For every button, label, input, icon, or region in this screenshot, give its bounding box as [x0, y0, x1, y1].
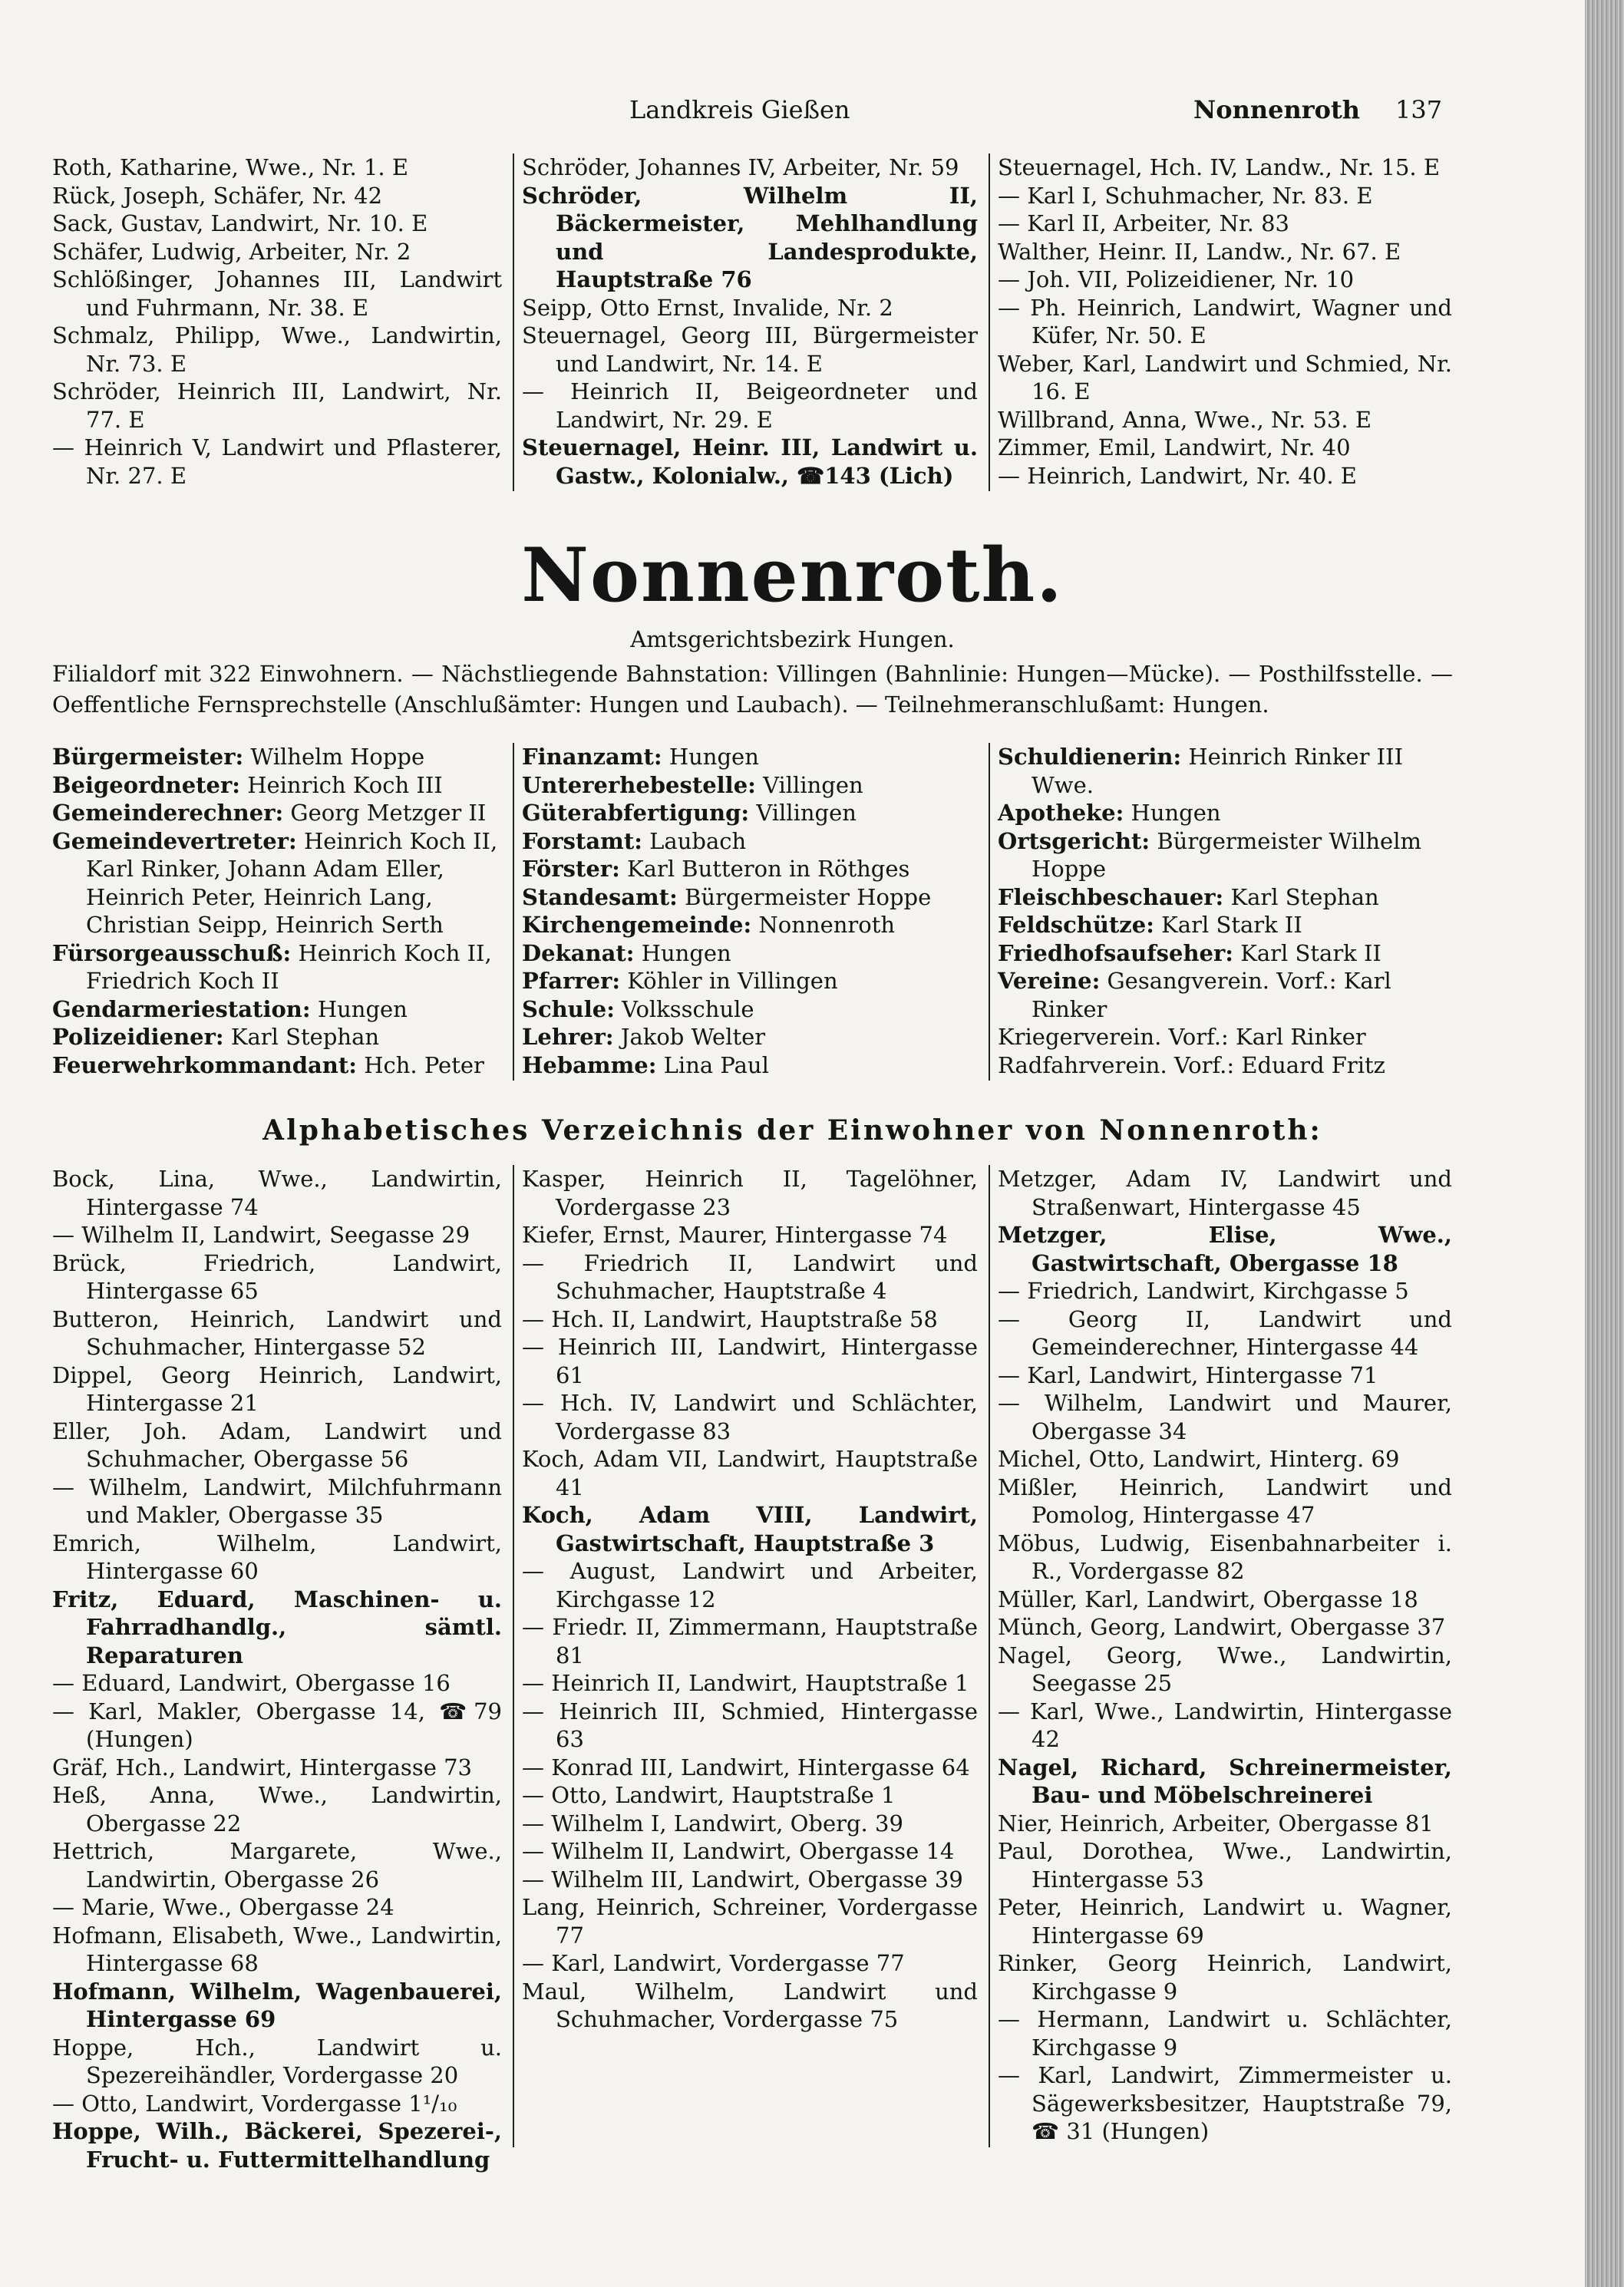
top-column-2	[522, 153, 978, 490]
official-role: Finanzamt:	[522, 744, 662, 770]
directory-entry: Fritz, Eduard, Maschinen- u. Fahrradhandlg., sämtl. Reparaturen	[52, 1586, 502, 1668]
column-rule	[513, 1165, 514, 2147]
directory-entry: — Joh. VII, Polizeidiener, Nr. 10	[998, 266, 1355, 292]
official-role: Standesamt:	[522, 883, 678, 910]
directory-entry: — Heinrich III, Schmied, Hintergasse 63	[522, 1698, 978, 1752]
column-rule	[513, 153, 514, 491]
directory-entry: Schröder, Wilhelm II, Bäckermeister, Mehlhandlung und Landesprodukte, Hauptstraße 76	[522, 182, 978, 292]
official-name: Heinrich Koch II, Karl Rinker, Johann Adam Eller, Heinrich Peter, Heinrich Lang, Christian Seipp, Heinrich Serth	[86, 827, 498, 938]
directory-entry: Weber, Karl, Landwirt und Schmied, Nr. 16. E	[998, 350, 1452, 404]
official-entry	[52, 799, 502, 827]
officials-column-3	[998, 743, 1452, 1079]
officials-column-2	[522, 743, 978, 1079]
official-role: Pfarrer:	[522, 968, 621, 994]
official-entry	[998, 939, 1452, 968]
directory-entry: — Karl, Makler, Obergasse 14, ☎79 (Hungen)	[52, 1698, 502, 1752]
official-role: Lehrer:	[522, 1024, 614, 1050]
directory-entry: — Wilhelm II, Landwirt, Seegasse 29	[52, 1222, 470, 1248]
official-entry	[52, 1051, 502, 1080]
official-entry	[522, 799, 978, 827]
official-entry	[522, 1023, 978, 1051]
official-name: Karl Stephan	[230, 1024, 380, 1050]
official-role: Fürsorgeausschuß:	[52, 939, 292, 966]
directory-entry: Mißler, Heinrich, Landwirt und Pomolog, Hintergasse 47	[998, 1474, 1452, 1528]
official-entry	[998, 1023, 1452, 1051]
official-name: Hch. Peter	[364, 1051, 484, 1078]
official-entry	[522, 855, 978, 883]
official-entry	[52, 827, 502, 939]
directory-entry: — Wilhelm III, Landwirt, Obergasse 39	[522, 1866, 963, 1893]
directory-entry: Metzger, Adam IV, Landwirt und Straßenwart, Hintergasse 45	[998, 1166, 1452, 1220]
official-role: Beigeordneter:	[52, 771, 240, 798]
official-role: Dekanat:	[522, 939, 635, 966]
directory-entry: — Heinrich II, Landwirt, Hauptstraße 1	[522, 1670, 969, 1696]
directory-entry: Kiefer, Ernst, Maurer, Hintergasse 74	[522, 1222, 948, 1248]
directory-entry: — Wilhelm II, Landwirt, Obergasse 14	[522, 1838, 955, 1864]
directory-entry: — Hermann, Landwirt u. Schlächter, Kirchgasse 9	[998, 2006, 1452, 2061]
directory-entry: — Friedrich II, Landwirt und Schuhmacher, Hauptstraße 4	[522, 1249, 978, 1304]
official-name: Jakob Welter	[620, 1024, 766, 1050]
official-name: Georg Metzger II	[290, 800, 487, 826]
official-role: Apotheke:	[998, 800, 1124, 826]
directory-entry: Maul, Wilhelm, Landwirt und Schuhmacher, Vordergasse 75	[522, 1978, 978, 2032]
official-role: Feldschütze:	[998, 912, 1154, 938]
directory-entry: Roth, Katharine, Wwe., Nr. 1. E	[52, 154, 409, 180]
directory-entry: Lang, Heinrich, Schreiner, Vordergasse 77	[522, 1894, 978, 1949]
directory-entry: Nagel, Richard, Schreinermeister, Bau- und Möbelschreinerei	[998, 1754, 1452, 1808]
official-role: Polizeidiener:	[52, 1024, 224, 1050]
directory-entry: Butteron, Heinrich, Landwirt und Schuhmacher, Hintergasse 52	[52, 1305, 502, 1360]
directory-entry: Walther, Heinr. II, Landw., Nr. 67. E	[998, 238, 1401, 265]
official-role: Vereine:	[998, 968, 1101, 994]
official-role: Bürgermeister:	[52, 744, 244, 770]
column-rule	[989, 153, 990, 491]
residents-column-3	[998, 1165, 1452, 2146]
official-role: Kirchengemeinde:	[522, 912, 752, 938]
column-rule	[513, 743, 514, 1081]
directory-entry: Paul, Dorothea, Wwe., Landwirtin, Hintergasse 53	[998, 1838, 1452, 1893]
official-role: Gemeinderechner:	[52, 800, 284, 826]
directory-entry: Rinker, Georg Heinrich, Landwirt, Kirchgasse 9	[998, 1950, 1452, 2005]
directory-entry: — Ph. Heinrich, Landwirt, Wagner und Küfer, Nr. 50. E	[998, 294, 1452, 348]
official-entry	[522, 939, 978, 968]
directory-entry: Münch, Georg, Landwirt, Obergasse 37	[998, 1614, 1446, 1640]
directory-entry: Rück, Joseph, Schäfer, Nr. 42	[52, 182, 383, 209]
directory-entry: Koch, Adam VIII, Landwirt, Gastwirtschaft, Hauptstraße 3	[522, 1502, 978, 1556]
official-name: Hungen	[1131, 800, 1221, 826]
directory-entry: Schröder, Heinrich III, Landwirt, Nr. 77. E	[52, 378, 502, 433]
directory-entry: — Otto, Landwirt, Hauptstraße 1	[522, 1782, 896, 1808]
directory-entry: Emrich, Wilhelm, Landwirt, Hintergasse 60	[52, 1530, 502, 1584]
directory-entry: Steuernagel, Heinr. III, Landwirt u. Gastw., Kolonialw., ☎143 (Lich)	[522, 434, 978, 489]
directory-entry: — August, Landwirt und Arbeiter, Kirchgasse 12	[522, 1558, 978, 1612]
officials-column-1	[52, 743, 502, 1079]
official-name: Radfahrverein. Vorf.: Eduard Fritz	[998, 1051, 1385, 1078]
official-name: Volksschule	[622, 995, 754, 1022]
official-role: Untererhebestelle:	[522, 771, 756, 798]
official-entry	[52, 1023, 502, 1051]
directory-entry: — Georg II, Landwirt und Gemeinderechner, Hintergasse 44	[998, 1305, 1452, 1360]
directory-entry: Metzger, Elise, Wwe., Gastwirtschaft, Obergasse 18	[998, 1222, 1452, 1276]
official-entry	[998, 883, 1452, 912]
residents-column-1	[52, 1165, 502, 2173]
official-name: Karl Stark II	[1161, 912, 1302, 938]
directory-entry: Heß, Anna, Wwe., Landwirtin, Obergasse 22	[52, 1782, 502, 1837]
directory-entry: — Karl, Landwirt, Hintergasse 71	[998, 1361, 1378, 1388]
official-name: Gesangverein. Vorf.: Karl Rinker	[1032, 968, 1391, 1022]
official-entry	[522, 967, 978, 995]
column-rule	[989, 743, 990, 1081]
directory-entry: Sack, Gustav, Landwirt, Nr. 10. E	[52, 210, 428, 236]
official-entry	[998, 911, 1452, 939]
directory-entry: Koch, Adam VII, Landwirt, Hauptstraße 41	[522, 1446, 978, 1500]
official-role: Hebamme:	[522, 1051, 657, 1078]
directory-entry: — Karl II, Arbeiter, Nr. 83	[998, 210, 1290, 236]
directory-entry: — Wilhelm, Landwirt, Milchfuhrmann und Makler, Obergasse 35	[52, 1474, 502, 1528]
official-name: Lina Paul	[663, 1051, 769, 1078]
directory-entry: — Heinrich III, Landwirt, Hintergasse 61	[522, 1334, 978, 1388]
official-name: Karl Stark II	[1240, 939, 1381, 966]
directory-entry: Bock, Lina, Wwe., Landwirtin, Hintergasse 74	[52, 1166, 502, 1220]
official-entry	[998, 743, 1452, 799]
official-entry	[522, 743, 978, 771]
official-name: Karl Butteron in Röthges	[627, 856, 910, 882]
directory-entry: Zimmer, Emil, Landwirt, Nr. 40	[998, 434, 1351, 460]
directory-entry: Dippel, Georg Heinrich, Landwirt, Hintergasse 21	[52, 1361, 502, 1416]
directory-entry: — Hch. IV, Landwirt und Schlächter, Vordergasse 83	[522, 1390, 978, 1444]
official-entry	[52, 743, 502, 771]
directory-entry: — Eduard, Landwirt, Obergasse 16	[52, 1670, 451, 1696]
top-column-1	[52, 153, 502, 490]
directory-entry: Eller, Joh. Adam, Landwirt und Schuhmacher, Obergasse 56	[52, 1417, 502, 1472]
directory-entry: — Heinrich II, Beigeordneter und Landwirt, Nr. 29. E	[522, 378, 978, 433]
directory-entry: — Karl I, Schuhmacher, Nr. 83. E	[998, 182, 1373, 209]
court-district: Amtsgerichtsbezirk Hungen.	[630, 626, 955, 652]
directory-entry: — Wilhelm, Landwirt und Maurer, Obergasse 34	[998, 1390, 1452, 1444]
directory-entry: — Heinrich, Landwirt, Nr. 40. E	[998, 462, 1357, 489]
directory-entry: Gräf, Hch., Landwirt, Hintergasse 73	[52, 1754, 472, 1780]
directory-entry: Steuernagel, Hch. IV, Landw., Nr. 15. E	[998, 154, 1441, 180]
official-role: Fleischbeschauer:	[998, 883, 1224, 910]
directory-entry: Hoppe, Hch., Landwirt u. Spezereihändler, Vordergasse 20	[52, 2034, 502, 2088]
official-role: Gendarmeriestation:	[52, 995, 311, 1022]
directory-entry: — Karl, Wwe., Landwirtin, Hintergasse 42	[998, 1698, 1452, 1752]
directory-entry: Nier, Heinrich, Arbeiter, Obergasse 81	[998, 1810, 1434, 1837]
official-entry	[998, 967, 1452, 1023]
directory-entry: — Hch. II, Landwirt, Hauptstraße 58	[522, 1305, 938, 1332]
residents-column-2	[522, 1165, 978, 2034]
official-entry	[522, 771, 978, 800]
directory-entry: Nagel, Georg, Wwe., Landwirtin, Seegasse 25	[998, 1642, 1452, 1696]
directory-entry: — Karl, Landwirt, Zimmermeister u. Sägewerksbesitzer, Hauptstraße 79, ☎ 31 (Hungen)	[998, 2062, 1452, 2144]
official-name: Kriegerverein. Vorf.: Karl Rinker	[998, 1024, 1366, 1050]
official-name: Bürgermeister Wilhelm Hoppe	[1032, 827, 1421, 882]
official-entry	[52, 771, 502, 800]
official-name: Heinrich Rinker III Wwe.	[1032, 744, 1404, 798]
directory-entry: Steuernagel, Georg III, Bürgermeister und Landwirt, Nr. 14. E	[522, 322, 978, 377]
directory-entry: Möbus, Ludwig, Eisenbahnarbeiter i. R., Vordergasse 82	[998, 1530, 1452, 1584]
official-name: Bürgermeister Hoppe	[685, 883, 932, 910]
official-role: Gemeindevertreter:	[52, 827, 297, 854]
place-title: Nonnenroth.	[521, 532, 1064, 619]
directory-entry: Michel, Otto, Landwirt, Hinterg. 69	[998, 1446, 1400, 1472]
official-name: Villingen	[756, 800, 857, 826]
official-entry	[998, 799, 1452, 827]
official-entry	[52, 995, 502, 1024]
column-rule	[989, 1165, 990, 2147]
official-entry	[522, 1051, 978, 1080]
official-role: Güterabfertigung:	[522, 800, 750, 826]
directory-entry: Schäfer, Ludwig, Arbeiter, Nr. 2	[52, 238, 411, 265]
directory-entry: Seipp, Otto Ernst, Invalide, Nr. 2	[522, 294, 893, 321]
directory-entry: Schlößinger, Johannes III, Landwirt und Fuhrmann, Nr. 38. E	[52, 266, 502, 321]
official-entry	[998, 1051, 1452, 1080]
top-column-3	[998, 153, 1452, 490]
directory-entry: Hofmann, Elisabeth, Wwe., Landwirtin, Hintergasse 68	[52, 1922, 502, 1976]
official-role: Schuldienerin:	[998, 744, 1182, 770]
directory-entry: — Heinrich V, Landwirt und Pflasterer, Nr. 27. E	[52, 434, 502, 489]
official-entry	[522, 883, 978, 912]
directory-entry: Schmalz, Philipp, Wwe., Landwirtin, Nr. 73. E	[52, 322, 502, 377]
official-name: Wilhelm Hoppe	[250, 744, 425, 770]
official-name: Heinrich Koch II, Friedrich Koch II	[86, 939, 492, 994]
running-head-place: Nonnenroth	[1193, 95, 1360, 124]
directory-entry: — Friedr. II, Zimmermann, Hauptstraße 81	[522, 1614, 978, 1668]
directory-entry: — Marie, Wwe., Obergasse 24	[52, 1894, 394, 1920]
place-intro: Filialdorf mit 322 Einwohnern. — Nächstliegende Bahnstation: Villingen (Bahnlinie: Hungen—Mücke). — Posthilfsstelle. — Oeffentliche Fernsprechstelle (Anschlußämter: Hungen und Laubach). — Teilnehmeranschlußamt: Hungen.	[52, 661, 1453, 718]
directory-entry: — Konrad III, Landwirt, Hintergasse 64	[522, 1754, 970, 1780]
directory-entry: Peter, Heinrich, Landwirt u. Wagner, Hintergasse 69	[998, 1894, 1452, 1949]
residents-heading: Alphabetisches Verzeichnis der Einwohner von Nonnenroth:	[262, 1114, 1322, 1147]
directory-entry: — Otto, Landwirt, Vordergasse 1¹/₁₀	[52, 2090, 457, 2117]
page-edge	[1585, 0, 1624, 2287]
official-entry	[522, 911, 978, 939]
official-entry	[52, 939, 502, 995]
official-name: Hungen	[668, 744, 759, 770]
directory-entry: — Wilhelm I, Landwirt, Oberg. 39	[522, 1810, 903, 1837]
directory-entry: Müller, Karl, Landwirt, Obergasse 18	[998, 1586, 1418, 1612]
official-name: Heinrich Koch III	[247, 771, 443, 798]
official-role: Feuerwehrkommandant:	[52, 1051, 357, 1078]
official-name: Nonnenroth	[758, 912, 896, 938]
directory-entry: Hettrich, Margarete, Wwe., Landwirtin, Obergasse 26	[52, 1838, 502, 1893]
official-name: Hungen	[317, 995, 408, 1022]
official-role: Forstamt:	[522, 827, 642, 854]
official-name: Laubach	[649, 827, 747, 854]
directory-entry: — Karl, Landwirt, Vordergasse 77	[522, 1950, 905, 1976]
official-entry	[522, 827, 978, 856]
official-name: Köhler in Villingen	[627, 968, 838, 994]
running-head-district: Landkreis Gießen	[629, 95, 850, 124]
official-name: Villingen	[763, 771, 863, 798]
official-role: Schule:	[522, 995, 615, 1022]
directory-entry: Schröder, Johannes IV, Arbeiter, Nr. 59	[522, 154, 959, 180]
official-role: Ortsgericht:	[998, 827, 1150, 854]
official-entry	[998, 827, 1452, 883]
directory-entry: Hofmann, Wilhelm, Wagenbauerei, Hintergasse 69	[52, 1978, 502, 2032]
directory-entry: Brück, Friedrich, Landwirt, Hintergasse 65	[52, 1249, 502, 1304]
official-role: Förster:	[522, 856, 620, 882]
official-entry	[522, 995, 978, 1024]
directory-entry: Hoppe, Wilh., Bäckerei, Spezerei-, Frucht- u. Futtermittelhandlung	[52, 2118, 502, 2173]
directory-entry: Willbrand, Anna, Wwe., Nr. 53. E	[998, 406, 1371, 433]
official-name: Hungen	[641, 939, 731, 966]
page-number: 137	[1395, 95, 1443, 124]
official-role: Friedhofsaufseher:	[998, 939, 1233, 966]
directory-entry: — Friedrich, Landwirt, Kirchgasse 5	[998, 1278, 1409, 1304]
directory-entry: Kasper, Heinrich II, Tagelöhner, Vordergasse 23	[522, 1166, 978, 1220]
official-name: Karl Stephan	[1230, 883, 1379, 910]
